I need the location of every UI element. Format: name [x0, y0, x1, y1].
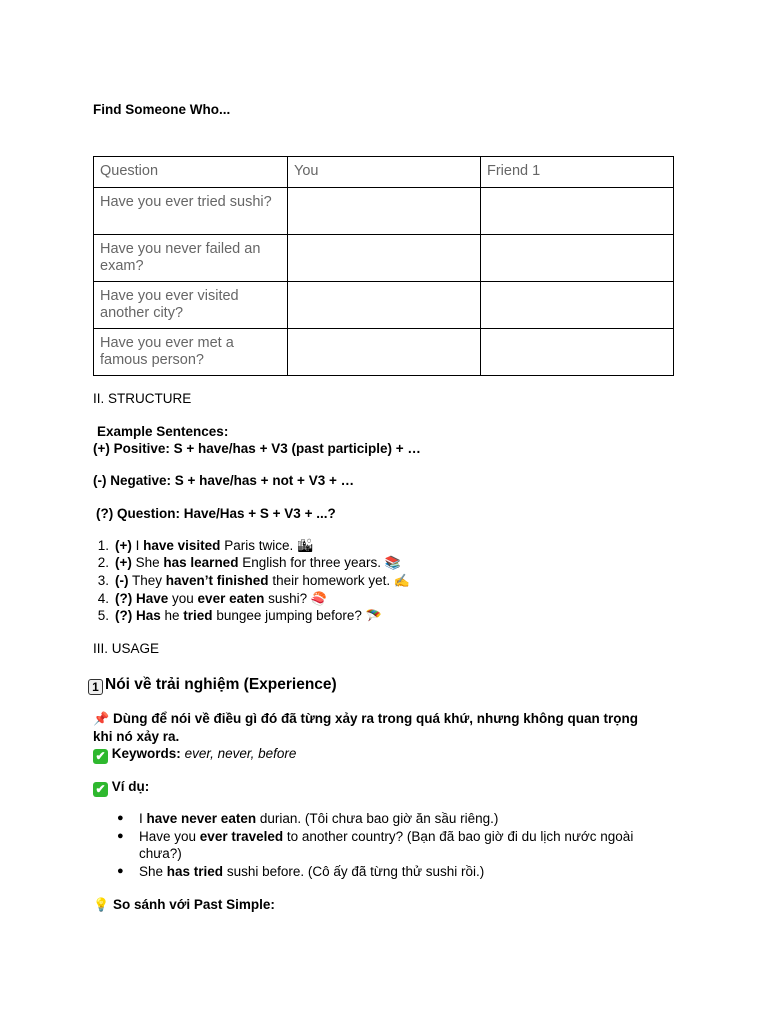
description-text: Dùng để nói về điều gì đó đã từng xảy ra trong quá khứ, nhưng không quan trọng	[112, 711, 639, 726]
table-row	[94, 282, 674, 329]
example-text: you	[168, 591, 198, 606]
parachute-icon: 🪂	[365, 608, 382, 623]
table-cell: Have you ever met a famous person?	[94, 329, 288, 376]
example-number: 2.	[97, 555, 109, 570]
example-sign: (+)	[115, 555, 132, 570]
positive-formula: (+) Positive: S + have/has + V3 (past participle) + …	[93, 441, 421, 456]
example-label-line	[93, 778, 149, 797]
find-someone-table	[93, 156, 674, 376]
compare-text: So sánh với Past Simple:	[112, 897, 275, 912]
table-cell[interactable]	[288, 282, 481, 329]
usage-heading: III. USAGE	[93, 641, 160, 656]
table-row	[94, 235, 674, 282]
example-text: English for three years.	[238, 555, 385, 570]
list-item	[117, 863, 679, 880]
example-verb: tried	[183, 608, 213, 623]
table-row	[94, 329, 674, 376]
bullet-text: durian. (Tôi chưa bao giờ ăn sầu riêng.)	[256, 811, 499, 826]
bullet-text: sushi before. (Cô ấy đã từng thử sushi rồi.)	[223, 864, 485, 879]
example-verb: has learned	[163, 555, 239, 570]
page-title: Find Someone Who...	[93, 102, 231, 117]
example-text: She	[131, 555, 164, 570]
bullet-text: to another country? (Bạn đã bao giờ đi du lịch nước ngoài chưa?)	[139, 829, 634, 861]
bullet-text: She	[139, 864, 167, 879]
example-item	[97, 554, 401, 571]
table-cell: Have you ever visited another city?	[94, 282, 288, 329]
example-number: 5.	[97, 608, 109, 623]
section-heading	[88, 676, 337, 695]
table-cell[interactable]	[481, 188, 674, 235]
table-cell: Have you never failed an exam?	[94, 235, 288, 282]
bullet-icon: ●	[117, 812, 124, 824]
bullet-icon: ●	[117, 830, 124, 842]
list-item	[117, 828, 669, 862]
table-cell[interactable]	[481, 282, 674, 329]
keywords-line	[93, 745, 296, 764]
example-text: Paris twice.	[220, 538, 297, 553]
bullet-verb: have never eaten	[146, 811, 257, 826]
example-verb: haven’t finished	[165, 573, 269, 588]
table-cell[interactable]	[288, 329, 481, 376]
example-sign: (+)	[115, 538, 132, 553]
check-mark-icon: ✔	[93, 749, 108, 764]
example-text: I	[131, 538, 144, 553]
list-item	[117, 810, 679, 827]
example-text: sushi?	[264, 591, 311, 606]
usage-description	[93, 710, 638, 727]
example-text: bungee jumping before?	[212, 608, 366, 623]
compare-line	[93, 896, 275, 913]
example-text: their homework yet.	[268, 573, 394, 588]
bullet-text: Have you	[139, 829, 200, 844]
question-formula: (?) Question: Have/Has + S + V3 + ...?	[96, 506, 336, 521]
table-cell[interactable]	[288, 235, 481, 282]
table-header-cell: You	[288, 157, 481, 188]
sushi-icon: 🍣	[310, 591, 328, 606]
example-text: They	[128, 573, 166, 588]
negative-formula: (-) Negative: S + have/has + not + V3 + …	[93, 473, 355, 488]
example-text: he	[160, 608, 184, 623]
example-verb: ever eaten	[197, 591, 265, 606]
example-sign: (-)	[115, 573, 129, 588]
structure-heading: II. STRUCTURE	[93, 391, 192, 406]
table-cell[interactable]	[288, 188, 481, 235]
example-sentences-heading: Example Sentences:	[97, 424, 229, 439]
books-icon: 📚	[384, 555, 401, 570]
table-row	[94, 188, 674, 235]
example-item	[97, 537, 314, 554]
example-number: 1.	[97, 538, 109, 553]
cityscape-icon: 🏙	[296, 538, 314, 553]
keycap-one-icon: 1	[88, 679, 103, 695]
table-cell[interactable]	[481, 235, 674, 282]
table-cell[interactable]	[481, 329, 674, 376]
keywords-label: Keywords:	[111, 746, 181, 761]
example-sign: (?) Has	[115, 608, 161, 623]
keywords-value: ever, never, before	[184, 746, 297, 761]
example-label: Ví dụ:	[111, 779, 150, 794]
check-mark-icon: ✔	[93, 782, 108, 797]
bullet-verb: ever traveled	[199, 829, 284, 844]
table-header-cell: Question	[94, 157, 288, 188]
table-header-row	[94, 157, 674, 188]
light-bulb-icon: 💡	[93, 897, 110, 912]
example-item	[97, 607, 382, 624]
example-item	[97, 572, 411, 589]
example-item	[97, 590, 328, 607]
table-cell: Have you ever tried sushi?	[94, 188, 288, 235]
section-title: Nói về trải nghiệm (Experience)	[105, 676, 337, 693]
bullet-icon: ●	[117, 865, 124, 877]
example-sign: (?) Have	[115, 591, 169, 606]
table-header-cell: Friend 1	[481, 157, 674, 188]
example-verb: have visited	[143, 538, 221, 553]
writing-hand-icon: ✍	[393, 573, 411, 588]
bullet-text: I	[139, 811, 147, 826]
bullet-verb: has tried	[166, 864, 224, 879]
example-number: 4.	[97, 591, 109, 606]
usage-description-line2: khi nó xảy ra.	[93, 729, 180, 744]
pushpin-icon: 📌	[93, 711, 110, 726]
example-number: 3.	[97, 573, 109, 588]
